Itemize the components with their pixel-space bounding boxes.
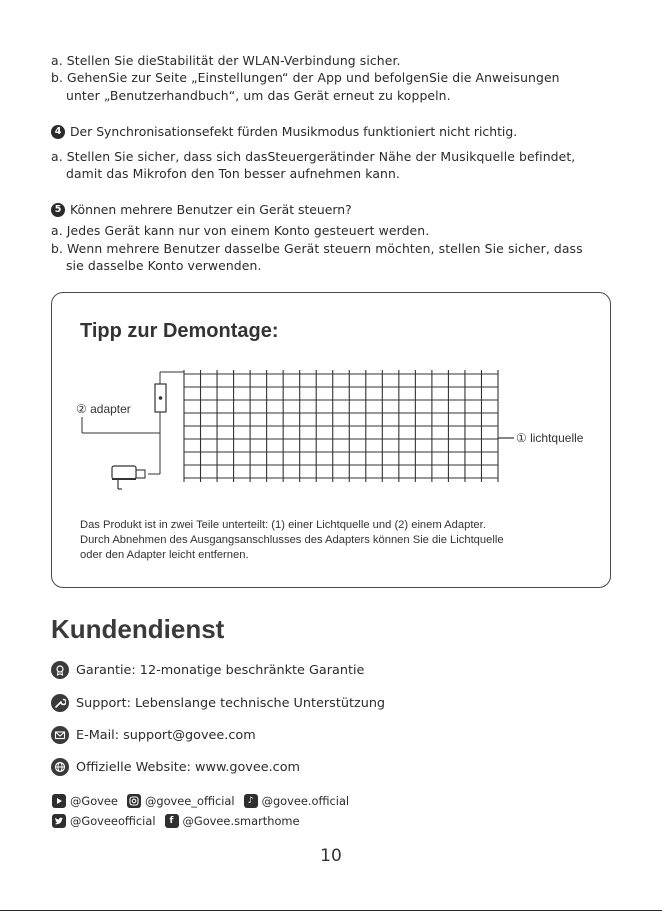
q4-answer-line1: a. Stellen Sie sicher, dass sich dasSteuergerätinder Nähe der Musikquelle befindet,: [51, 149, 576, 164]
plug-connector: [136, 470, 145, 478]
question-4-title: Der Synchronisationsefekt fürden Musikmodus funktioniert nicht richtig.: [70, 124, 518, 139]
social-facebook: [165, 814, 300, 828]
instruction-b-line2: unter „Benutzerhandbuch“, um das Gerät erneut zu koppeln.: [66, 88, 451, 103]
twitter-handle: @Goveeofficial: [70, 814, 156, 828]
adapter-plug: [112, 466, 136, 479]
social-youtube: [52, 794, 118, 808]
service-warranty: [51, 661, 364, 679]
youtube-icon: [52, 794, 66, 808]
disassembly-diagram: [74, 362, 604, 502]
question-5-title: Können mehrere Benutzer ein Gerät steuern?: [70, 202, 352, 217]
instruction-b-line1: b. GehenSie zur Seite „Einstellungen“ der App und befolgenSie die Anweisungen: [51, 70, 560, 85]
controller-button-icon: [159, 396, 163, 400]
globe-icon: [51, 758, 69, 776]
lightsource-label: ① lichtquelle: [516, 431, 584, 445]
social-twitter: [52, 814, 156, 828]
wrench-icon: [51, 694, 69, 712]
q5-answer-b-line1: b. Wenn mehrere Benutzer dasselbe Gerät steuern möchten, stellen Sie sicher, dass: [51, 241, 583, 256]
question-5: [51, 201, 352, 218]
award-icon: [51, 661, 69, 679]
service-email-label: E-Mail: support@govee.com: [76, 727, 256, 743]
service-support-label: Support: Lebenslange technische Unterstützung: [76, 695, 386, 711]
tip-text-line1: Das Produkt ist in zwei Teile unterteilt: (1) einer Lichtquelle und (2) einem Adapter.: [80, 519, 486, 531]
social-tiktok: [244, 794, 350, 808]
instagram-handle: @govee_official: [144, 794, 235, 808]
adapter-label: ② adapter: [76, 402, 131, 416]
light-curtain-grid: [184, 370, 498, 482]
facebook-icon: f: [165, 814, 179, 828]
number-5-icon: 5: [51, 203, 65, 217]
social-row-1: [52, 794, 358, 808]
mail-icon: [51, 726, 69, 744]
service-website-label: Offizielle Website: www.govee.com: [76, 759, 300, 775]
service-website: [51, 758, 300, 776]
service-support: [51, 694, 385, 712]
question-4: [51, 123, 517, 140]
instruction-a: a. Stellen Sie dieStabilität der WLAN-Verbindung sicher.: [51, 53, 401, 68]
tip-text-line3: oder den Adapter leicht entfernen.: [80, 549, 249, 561]
service-email: [51, 726, 256, 744]
social-instagram: [127, 794, 235, 808]
youtube-handle: @Govee: [70, 794, 118, 808]
tiktok-icon: ♪: [244, 794, 258, 808]
bottom-rule: [0, 910, 662, 911]
tip-title: Tipp zur Demontage:: [80, 320, 279, 342]
number-4-icon: 4: [51, 125, 65, 139]
facebook-handle: @Govee.smarthome: [182, 814, 300, 828]
twitter-icon: [52, 814, 66, 828]
social-row-2: [52, 814, 309, 828]
tiktok-handle: @govee.official: [261, 794, 350, 808]
q5-answer-b-line2: sie dasselbe Konto verwenden.: [66, 258, 262, 273]
instagram-icon: [127, 794, 141, 808]
q5-answer-a: a. Jedes Gerät kann nur von einem Konto gesteuert werden.: [51, 223, 430, 238]
section-title-kundendienst: Kundendienst: [51, 614, 225, 644]
page-number: 10: [320, 846, 342, 866]
service-warranty-label: Garantie: 12-monatige beschränkte Garantie: [76, 662, 365, 678]
q4-answer-line2: damit das Mikrofon den Ton besser aufnehmen kann.: [66, 166, 400, 181]
tip-text-line2: Durch Abnehmen des Ausgangsanschlusses des Adapters können Sie die Lichtquelle: [80, 534, 504, 546]
